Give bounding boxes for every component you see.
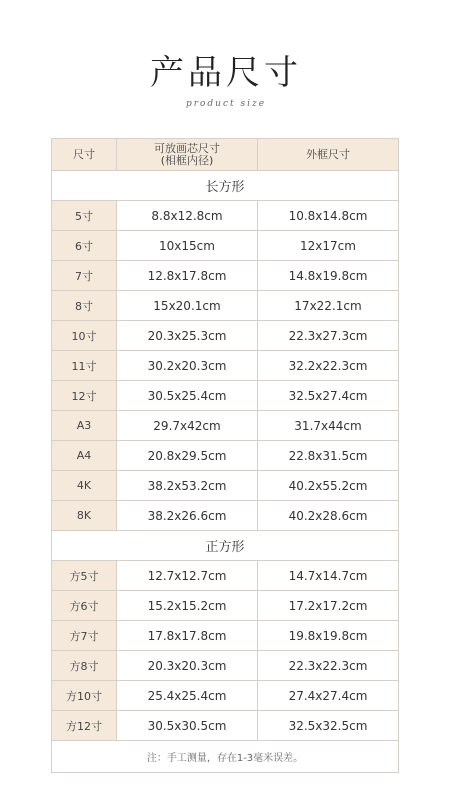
- note-row: [52, 741, 399, 773]
- section-header-row: [52, 171, 399, 201]
- outer-size-cell: 40.2x55.2cm: [258, 471, 399, 501]
- size-cell: 方12寸: [52, 711, 117, 741]
- size-cell: 12寸: [52, 381, 117, 411]
- inner-size-cell: 15.2x15.2cm: [117, 591, 258, 621]
- inner-size-cell: 20.3x20.3cm: [117, 651, 258, 681]
- size-cell: A3: [52, 411, 117, 441]
- outer-size-cell: 31.7x44cm: [258, 411, 399, 441]
- outer-size-cell: 22.3x22.3cm: [258, 651, 399, 681]
- outer-size-cell: 17.2x17.2cm: [258, 591, 399, 621]
- table-row: [52, 591, 399, 621]
- size-table: [51, 138, 399, 773]
- header-inner-size: [117, 139, 258, 171]
- size-cell: 8K: [52, 501, 117, 531]
- header-size: 尺寸: [52, 139, 117, 171]
- section-header-row: [52, 531, 399, 561]
- size-cell: 7寸: [52, 261, 117, 291]
- table-header-row: [52, 139, 399, 171]
- inner-size-cell: 30.5x25.4cm: [117, 381, 258, 411]
- section-title: 长方形: [52, 171, 399, 201]
- header-inner-line2: (相框内径): [160, 153, 214, 167]
- table-row: [52, 231, 399, 261]
- inner-size-cell: 15x20.1cm: [117, 291, 258, 321]
- table-row: [52, 621, 399, 651]
- inner-size-cell: 20.3x25.3cm: [117, 321, 258, 351]
- table-row: [52, 321, 399, 351]
- table-row: [52, 561, 399, 591]
- inner-size-cell: 10x15cm: [117, 231, 258, 261]
- outer-size-cell: 14.8x19.8cm: [258, 261, 399, 291]
- header-inner-line1: 可放画芯尺寸: [154, 141, 220, 155]
- table-row: [52, 441, 399, 471]
- note-text: 注：手工测量，存在1-3毫米误差。: [52, 741, 399, 773]
- outer-size-cell: 19.8x19.8cm: [258, 621, 399, 651]
- table-row: [52, 471, 399, 501]
- size-cell: 10寸: [52, 321, 117, 351]
- outer-size-cell: 32.5x27.4cm: [258, 381, 399, 411]
- size-cell: 8寸: [52, 291, 117, 321]
- size-cell: 方5寸: [52, 561, 117, 591]
- table-row: [52, 711, 399, 741]
- size-cell: 5寸: [52, 201, 117, 231]
- inner-size-cell: 38.2x26.6cm: [117, 501, 258, 531]
- table-row: [52, 501, 399, 531]
- outer-size-cell: 27.4x27.4cm: [258, 681, 399, 711]
- table-row: [52, 201, 399, 231]
- inner-size-cell: 12.8x17.8cm: [117, 261, 258, 291]
- inner-size-cell: 17.8x17.8cm: [117, 621, 258, 651]
- table-row: [52, 291, 399, 321]
- size-cell: 方8寸: [52, 651, 117, 681]
- outer-size-cell: 12x17cm: [258, 231, 399, 261]
- size-cell: 4K: [52, 471, 117, 501]
- page-subtitle: product size: [185, 99, 267, 109]
- size-cell: A4: [52, 441, 117, 471]
- size-cell: 方7寸: [52, 621, 117, 651]
- outer-size-cell: 32.5x32.5cm: [258, 711, 399, 741]
- outer-size-cell: 32.2x22.3cm: [258, 351, 399, 381]
- page-title: [142, 52, 310, 94]
- title-wrap: [0, 52, 452, 94]
- table-body: [52, 171, 399, 741]
- inner-size-cell: 29.7x42cm: [117, 411, 258, 441]
- size-cell: 方10寸: [52, 681, 117, 711]
- inner-size-cell: 20.8x29.5cm: [117, 441, 258, 471]
- size-cell: 方6寸: [52, 591, 117, 621]
- table-row: [52, 411, 399, 441]
- table-row: [52, 651, 399, 681]
- inner-size-cell: 38.2x53.2cm: [117, 471, 258, 501]
- inner-size-cell: 8.8x12.8cm: [117, 201, 258, 231]
- outer-size-cell: 22.8x31.5cm: [258, 441, 399, 471]
- outer-size-cell: 10.8x14.8cm: [258, 201, 399, 231]
- outer-size-cell: 22.3x27.3cm: [258, 321, 399, 351]
- page-title-text: 产品尺寸: [150, 53, 302, 93]
- table-row: [52, 261, 399, 291]
- size-cell: 11寸: [52, 351, 117, 381]
- section-title: 正方形: [52, 531, 399, 561]
- inner-size-cell: 12.7x12.7cm: [117, 561, 258, 591]
- outer-size-cell: 17x22.1cm: [258, 291, 399, 321]
- outer-size-cell: 14.7x14.7cm: [258, 561, 399, 591]
- table-row: [52, 381, 399, 411]
- header-outer-size: 外框尺寸: [258, 139, 399, 171]
- inner-size-cell: 30.5x30.5cm: [117, 711, 258, 741]
- inner-size-cell: 25.4x25.4cm: [117, 681, 258, 711]
- size-cell: 6寸: [52, 231, 117, 261]
- outer-size-cell: 40.2x28.6cm: [258, 501, 399, 531]
- inner-size-cell: 30.2x20.3cm: [117, 351, 258, 381]
- table-row: [52, 681, 399, 711]
- table-row: [52, 351, 399, 381]
